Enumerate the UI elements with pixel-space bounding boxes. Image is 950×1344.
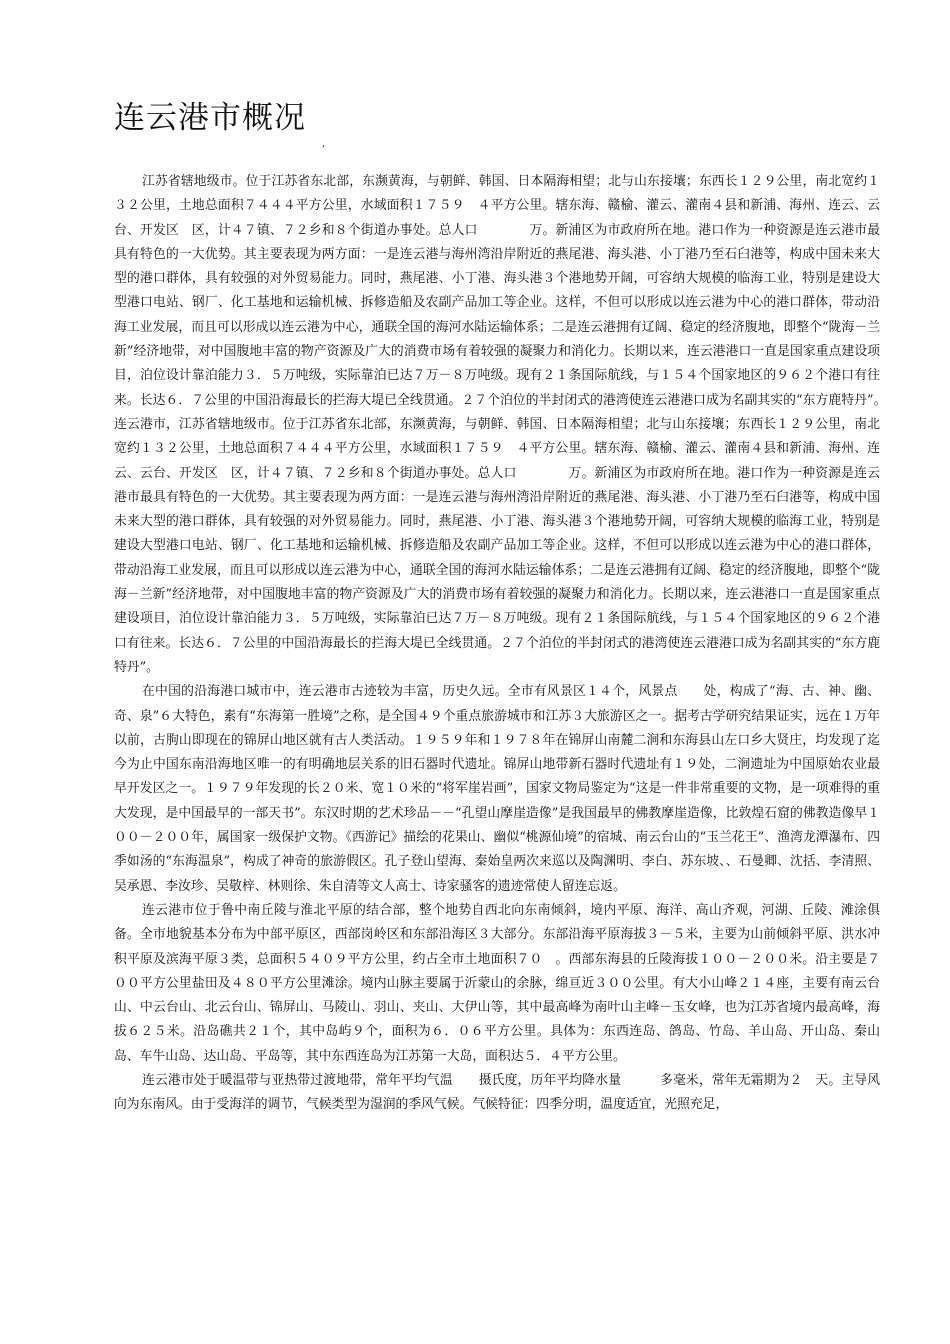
paragraph-climate: 连云港市处于暖温带与亚热带过渡地带，常年平均气温 摄氏度，历年平均降水量 多毫米，常年无霜期为２ 天。主导风向为东南风。由于受海洋的调节，气候类型为湿润的季风气候。气候特征：四季分明，温度适宜，光照充足，: [114, 1072, 880, 1113]
paragraph-history-tourism: 在中国的沿海港口城市中，连云港市古迹较为丰富，历史久远。全市有风景区１４个，风景点 处，构成了“海、古、神、幽、奇、泉”６大特色，素有“东海第一胜境”之称，是全国４９个重点旅游城市和江苏３大旅游区之一。据考古学研究结果证实，远在１万年以前，古朐山即现在的锦屏山地区就有古人类活动。１９５９年和１９７８年在锦屏山南麓二涧和东海县山左口乡大贤庄，均发现了迄今为止中国东南沿海地区唯一的有明确地层关系的旧石器时代遗址。锦屏山地带新石器时代遗址有１９处，二涧遗址为中国原始农业最早开发区之一。１９７９年发现的长２０米、宽１０米的“将军崖岩画”，国家文物局鉴定为“这是一件非常重要的文物，是一项难得的重大发现，是中国最早的一部天书”。东汉时期的艺术珍品－－“孔望山摩崖造像”是我国最早的佛教摩崖造像，比敦煌石窟的佛教造像早１００－２００年，属国家一级保护文物。《西游记》描绘的花果山、幽似“桃源仙境”的宿城、南云台山的“玉兰花王”、渔湾龙潭瀑布、四季如汤的“东海温泉”，构成了神奇的旅游假区。孔子登山望海、秦始皇两次来巡以及陶渊明、李白、苏东坡、、石曼卿、沈括、李清照、吴承恩、李汝珍、吴敬梓、林则徐、朱自清等文人高士、诗家骚客的遗迹常使人留连忘返。: [114, 684, 880, 894]
paragraph-port-overview: 江苏省辖地级市。位于江苏省东北部，东濒黄海，与朝鲜、韩国、日本隔海相望；北与山东接壤；东西长１２９公里，南北宽约１３２公里，土地总面积７４４４平方公里，水域面积１７５９ ４平方公里。辖东海、赣榆、灌云、灌南４县和新浦、海州、连云、云台、开发区 区，计４７镇、７２乡和８个街道办事处。总人口 万。新浦区为市政府所在地。港口作为一种资源是连云港市最具有特色的一大优势。其主要表现为两方面：一是连云港与海州湾沿岸附近的燕尾港、海头港、小丁港乃至石臼港等，构成中国未来大型的港口群体，具有较强的对外贸易能力。同时，燕尾港、小丁港、海头港３个港地势开阔，可容纳大规模的临海工业，特别是建设大型港口电站、钢厂、化工基地和运输机械、拆修造船及农副产品加工等企业。这样，不但可以形成以连云港为中心的港口群体，带动沿海工业发展，而且可以形成以连云港为中心，通联全国的海河水陆运输体系；二是连云港拥有辽阔、稳定的经济腹地，即整个“陇海－兰新”经济地带，对中国腹地丰富的物产资源及广大的消费市场有着较强的凝聚力和消化力。长期以来，连云港港口一直是国家重点建设项目，泊位设计靠泊能力３．５万吨级，实际靠泊已达７万－８万吨级。现有２１条国际航线，与１５４个国家地区的９６２个港口有往来。长达６．７公里的中国沿海最长的拦海大堤已全线贯通。２７个泊位的半封闭式的港湾使连云港港口成为名副其实的“东方鹿特丹”。 连云港市，江苏省辖地级市。位于江苏省东北部，东濒黄海，与朝鲜、韩国、日本隔海相望；北与山东接壤；东西长１２９公里，南北宽约１３２公里，土地总面积７４４４平方公里，水域面积１７５９ ４平方公里。辖东海、赣榆、灌云、灌南４县和新浦、海州、连云、云台、开发区 区，计４７镇、７２乡和８个街道办事处。总人口 万。新浦区为市政府所在地。港口作为一种资源是连云港市最具有特色的一大优势。其主要表现为两方面：一是连云港与海州湾沿岸附近的燕尾港、海头港、小丁港乃至石臼港等，构成中国未来大型的港口群体，具有较强的对外贸易能力。同时，燕尾港、小丁港、海头港３个港地势开阔，可容纳大规模的临海工业，特别是建设大型港口电站、钢厂、化工基地和运输机械、拆修造船及农副产品加工等企业。这样，不但可以形成以连云港为中心的港口群体，带动沿海工业发展，而且可以形成以连云港为中心，通联全国的海河水陆运输体系；二是连云港拥有辽阔、稳定的经济腹地，即整个“陇海－兰新”经济地带，对中国腹地丰富的物产资源及广大的消费市场有着较强的凝聚力和消化力。长期以来，连云港港口一直是国家重点建设项目，泊位设计靠泊能力３．５万吨级，实际靠泊已达７万－８万吨级。现有２１条国际航线，与１５４个国家地区的９６２个港口有往来。长达６．７公里的中国沿海最长的拦海大堤已全线贯通。２７个泊位的半封闭式的港湾使连云港港口成为名副其实的“东方鹿特丹”。: [114, 174, 906, 675]
title-mark: ,: [322, 138, 326, 149]
page-title: 连云港市概况: [114, 100, 306, 136]
paragraph-geography: 连云港市位于鲁中南丘陵与淮北平原的结合部，整个地势自西北向东南倾斜，境内平原、海洋、高山齐观，河湖、丘陵、滩涂俱备。全市地貌基本分布为中部平原区，西部岗岭区和东部沿海区３大部分。东部沿海平原海拔３－５米，主要为山前倾斜平原、洪水冲积平原及滨海平原３类，总面积５４０９平方公里，约占全市土地面积７０ 。西部东海县的丘陵海拔１００－２００米。沿主要是７００平方公里盐田及４８０平方公里滩涂。境内山脉主要属于沂蒙山的余脉，绵亘近３００公里。有大小山峰２１４座，主要有南云台山、中云台山、北云台山、锦屏山、马陵山、羽山、夹山、大伊山等，其中最高峰为南叶山主峰－玉女峰，也为江苏省境内最高峰，海拔６２５米。沿岛礁共２１个，其中岛屿９个，面积为６．０６平方公里。具体为：东西连岛、鸽岛、竹岛、羊山岛、开山岛、秦山岛、车牛山岛、达山岛、平岛等，其中东西连岛为江苏第一大岛，面积达５．４平方公里。: [114, 902, 880, 1064]
body-text: [114, 170, 906, 1118]
